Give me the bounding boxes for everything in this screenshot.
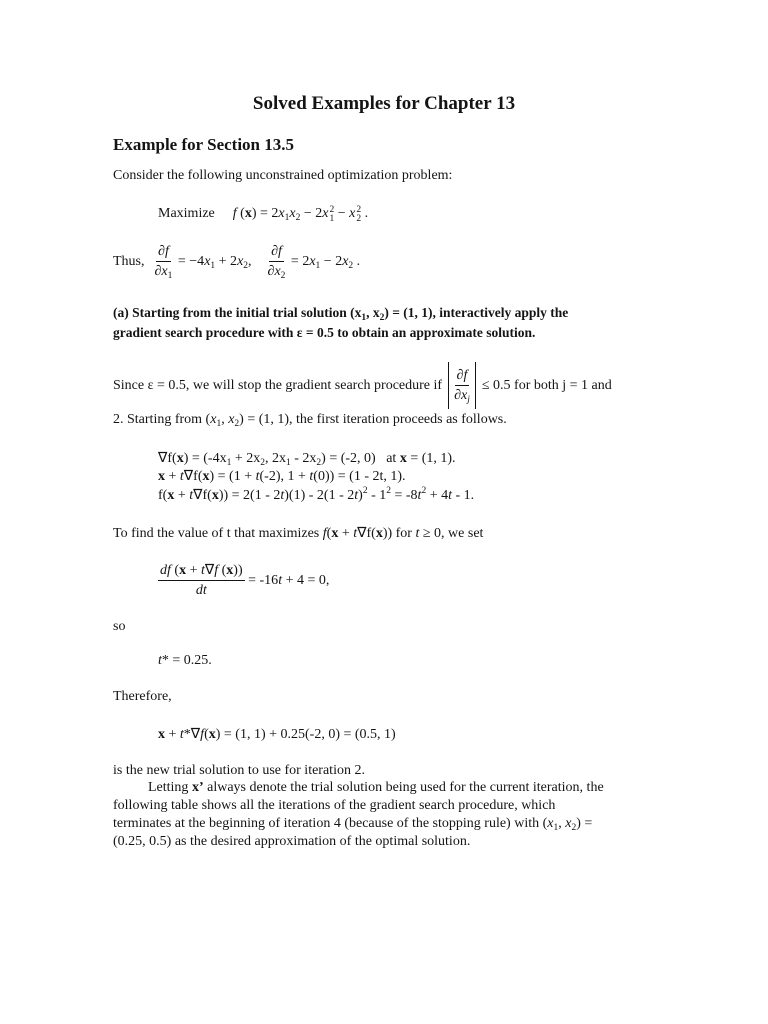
math-variable: t	[200, 563, 205, 578]
math-variable: t	[278, 572, 283, 588]
vector-symbol: x	[158, 727, 165, 742]
text-run: = 2	[287, 253, 310, 269]
math-variable: x	[237, 253, 244, 269]
math-variable: t	[179, 727, 184, 742]
subscript: 2	[379, 313, 385, 323]
math-variable: x	[228, 412, 235, 427]
maximize-label: Maximize	[158, 206, 215, 221]
math-variable: x	[161, 264, 168, 279]
fraction-numerator	[156, 243, 171, 262]
text-run: f(	[158, 488, 168, 503]
subscript: 1	[361, 313, 367, 323]
text-run: .	[353, 253, 361, 269]
text-run: - 2x	[290, 451, 317, 466]
objective-equation	[158, 205, 368, 224]
text-run: (	[218, 563, 227, 578]
text-run: ∂	[271, 244, 278, 259]
math-variable: t	[415, 526, 420, 541]
text-run: ∂	[456, 368, 464, 383]
math-variable: t	[179, 469, 184, 484]
math-variable: t	[158, 653, 162, 668]
text-run: = (1, 1).	[406, 451, 456, 466]
text-run: ) = (1, 1) + 0.25(-2, 0) = (0.5, 1)	[215, 727, 396, 742]
math-variable: t	[417, 488, 422, 503]
partial-derivative-x2	[266, 243, 288, 280]
objective-along-direction	[158, 487, 474, 505]
text-run: always denote the trial solution being used for the current iteration, the	[203, 780, 604, 795]
vector-symbol: x	[226, 563, 234, 578]
partial-x1-expression	[174, 253, 251, 271]
subscript: j	[467, 395, 470, 405]
math-variable: x	[565, 816, 572, 831]
text-run: ≤ 0.5 for both j = 1 and	[481, 377, 612, 393]
subscript: 2	[316, 458, 322, 468]
superscript: 2	[386, 486, 391, 496]
new-trial-solution-text: is the new trial solution to use for iteration 2.	[113, 763, 365, 778]
subscript: 1	[315, 260, 321, 271]
intro-text: Consider the following unconstrained optimization problem:	[113, 168, 453, 183]
subscript: 2	[295, 213, 301, 223]
text-run: - 1	[367, 488, 387, 503]
text-run: ,	[221, 412, 229, 427]
vector-symbol: x	[399, 451, 407, 466]
math-variable: x	[274, 264, 281, 279]
math-variable: x	[278, 206, 285, 221]
text-run: *∇	[183, 727, 201, 742]
subscript: 1	[167, 271, 173, 281]
section-heading: Example for Section 13.5	[113, 135, 295, 154]
line-search-intro	[113, 525, 483, 543]
derivative-equation	[158, 562, 329, 599]
math-variable: f	[232, 206, 237, 221]
therefore-text: Therefore,	[113, 689, 172, 704]
superscript: 2	[362, 486, 368, 496]
partial-derivatives-line	[113, 243, 360, 280]
vector-symbol: x	[244, 206, 252, 221]
text-run: −	[334, 206, 350, 221]
text-run: )	[358, 488, 363, 503]
closing-line-4: (0.25, 0.5) as the desired approximation of the optimal solution.	[113, 834, 471, 849]
text-run: .	[361, 206, 369, 221]
vector-symbol: x	[179, 563, 187, 578]
math-variable: x	[342, 253, 349, 269]
text-run: = -8	[390, 488, 418, 503]
vector-symbol: x	[167, 488, 175, 503]
step-equation	[158, 468, 406, 486]
math-variable: t	[354, 488, 359, 503]
text-run: +	[338, 526, 354, 541]
math-variable: x	[322, 206, 329, 221]
subscript: 1	[216, 419, 222, 429]
stopping-rule-line	[113, 362, 612, 409]
vector-symbol: x’	[191, 780, 204, 795]
closing-line-3	[113, 815, 592, 833]
math-variable: x	[547, 816, 554, 831]
part-a-prompt-line-1	[113, 304, 568, 322]
subscript: 2	[234, 419, 240, 429]
text-run: (-2), 1 +	[259, 469, 310, 484]
text-run: ∂	[267, 264, 275, 279]
text-run: (	[236, 206, 245, 221]
math-variable: t	[280, 488, 285, 503]
text-run: ∂	[154, 264, 162, 279]
text-run: ) = (1, 1), the first iteration proceeds as follows.	[239, 412, 507, 427]
vector-symbol: x	[176, 451, 184, 466]
vector-symbol: x	[331, 526, 339, 541]
text-run: +	[186, 563, 201, 578]
page-title: Solved Examples for Chapter 13	[252, 93, 516, 114]
fraction-denominator	[194, 581, 209, 599]
so-text: so	[113, 619, 126, 634]
vector-symbol: x	[202, 469, 210, 484]
part-a-prompt-line-2: gradient search procedure with ε = 0.5 to obtain an approximate solution.	[113, 325, 536, 340]
subscript: 1	[329, 214, 335, 224]
fraction-denominator	[153, 262, 175, 280]
partial-derivative-x1	[153, 243, 175, 280]
subscript: 1	[210, 260, 216, 271]
math-variable: f	[214, 563, 219, 578]
text-run: +	[165, 469, 180, 484]
math-variable: f	[164, 244, 169, 259]
optimal-step-size	[158, 652, 212, 670]
text-run: (0)) = (1 - 2t, 1).	[313, 469, 406, 484]
text-run: , 2x	[265, 451, 286, 466]
text-run: ))	[233, 563, 243, 578]
text-run: * = 0.25.	[161, 653, 212, 668]
text-run: +	[174, 488, 190, 503]
superscript: 2	[421, 486, 427, 496]
vector-symbol: x	[211, 488, 219, 503]
text-run: +	[165, 727, 180, 742]
subscript: 1	[284, 213, 290, 223]
gradient-equation	[158, 450, 456, 468]
text-run: To find the value of t that maximizes	[113, 526, 323, 541]
subscript: 2	[571, 823, 577, 833]
text-run: + 2	[215, 253, 238, 269]
text-run: ) =	[576, 816, 593, 831]
math-variable: x	[210, 412, 217, 427]
math-variable: x	[204, 253, 211, 269]
text-run: ∇f(	[183, 469, 203, 484]
fraction-numerator	[158, 562, 245, 581]
text-run: (	[204, 727, 209, 742]
partial-derivative-xj	[452, 367, 472, 404]
text-run: )) = 2(1 - 2	[218, 488, 281, 503]
text-run: Thus,	[113, 253, 145, 269]
subscript: 2	[243, 260, 249, 271]
math-variable: f	[200, 727, 205, 742]
subscript: 2	[260, 458, 265, 468]
text-run: + 4	[426, 488, 449, 503]
derivative-rhs	[245, 572, 330, 590]
text-run: ) = 2	[251, 206, 279, 221]
text-run: ) = (-2, 0) at	[321, 451, 400, 466]
text-run: terminates at the beginning of iteration 4 (because of the stopping rule) with (	[113, 816, 548, 831]
math-variable: f	[463, 368, 468, 383]
math-variable: f	[277, 244, 282, 259]
math-variable: t	[309, 469, 314, 484]
fraction-denominator	[452, 386, 472, 404]
text-run: Letting	[148, 780, 192, 795]
math-variable: t	[255, 469, 260, 484]
closing-line-1	[148, 779, 604, 797]
text-run: ∇f(	[158, 451, 177, 466]
text-run: + 4 = 0,	[282, 572, 330, 588]
text-run: − 2	[300, 206, 323, 221]
math-variable: t	[189, 488, 194, 503]
vector-symbol: x	[158, 469, 165, 484]
text-run: (	[326, 526, 332, 541]
math-variable: x	[349, 206, 356, 221]
subscript: 1	[286, 458, 291, 468]
fraction-numerator	[269, 243, 284, 262]
text-run: - 1.	[451, 488, 475, 503]
math-variable: df	[160, 563, 171, 578]
math-variable: x	[289, 206, 296, 221]
superscript: 2	[329, 205, 335, 215]
subscript: 2	[280, 271, 286, 281]
subscript: 2	[348, 260, 354, 271]
text-run: (a) Starting from the initial trial solution (x	[113, 305, 362, 320]
math-variable: t	[448, 488, 452, 503]
text-run: ,	[248, 253, 252, 269]
text-run: ∇	[204, 563, 215, 578]
fraction-numerator	[455, 367, 470, 386]
text-run: + 2x	[231, 451, 261, 466]
math-variable: f	[322, 526, 327, 541]
math-variable: x	[460, 388, 468, 403]
update-equation	[158, 726, 396, 744]
text-run: ∇f(	[193, 488, 212, 503]
superscript: 2	[356, 205, 362, 215]
closing-line-2: following table shows all the iterations of the gradient search procedure, which	[113, 798, 556, 813]
text-run: )) for	[382, 526, 416, 541]
text-run: ) = (1, 1), interactively apply the	[384, 305, 569, 320]
vector-symbol: x	[208, 727, 216, 742]
text-run: = -16	[244, 572, 279, 588]
text-run: = −4	[174, 253, 205, 269]
text-run: ) = (1 +	[209, 469, 256, 484]
text-run: ∂	[454, 388, 461, 403]
vector-symbol: x	[375, 526, 383, 541]
text-run: 2. Starting from (	[113, 412, 211, 427]
fraction-denominator	[266, 262, 288, 280]
stopping-rule-line-2	[113, 411, 507, 429]
text-run: ,	[558, 816, 566, 831]
text-run: Since ε = 0.5, we will stop the gradient search procedure if	[113, 377, 443, 393]
partial-x2-expression	[287, 253, 360, 271]
text-run: ≥ 0, we set	[419, 526, 484, 541]
derivative-fraction	[158, 562, 245, 599]
text-run: ∂	[158, 244, 165, 259]
subscript: 1	[226, 458, 232, 468]
text-run: )(1) - 2(1 - 2	[284, 488, 355, 503]
subscript: 2	[356, 214, 362, 224]
absolute-value	[448, 362, 476, 409]
text-run: , x	[366, 305, 380, 320]
text-run: ∇f(	[357, 526, 376, 541]
math-variable: x	[309, 253, 316, 269]
subscript: 1	[553, 823, 559, 833]
math-variable: t	[353, 526, 358, 541]
text-run: (	[170, 563, 180, 578]
math-variable: dt	[195, 583, 207, 598]
text-run: ) = (-4x	[183, 451, 227, 466]
text-run: − 2	[320, 253, 343, 269]
